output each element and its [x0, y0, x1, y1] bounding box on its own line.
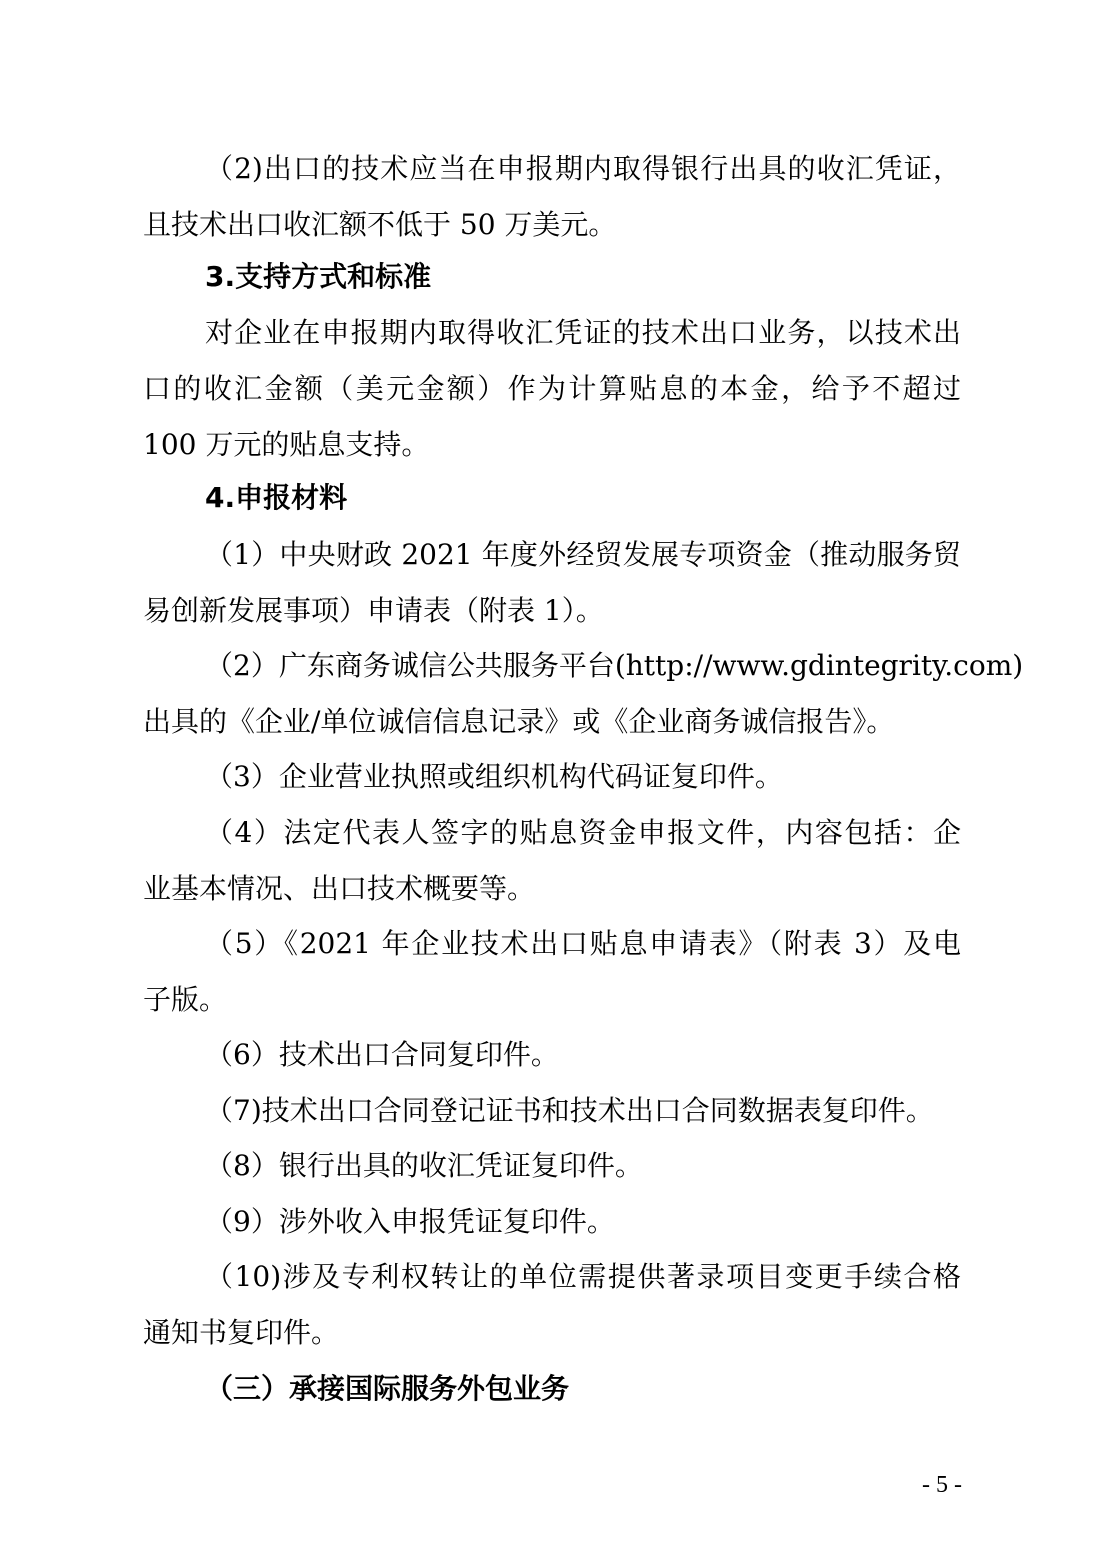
paragraph-line: 业基本情况、出口技术概要等。 [143, 872, 536, 905]
paragraph-line: （8）银行出具的收汇凭证复印件。 [205, 1149, 643, 1182]
subheading-application-materials: 4.申报材料 [205, 481, 348, 514]
paragraph-line: （4）法定代表人签字的贴息资金申报文件，内容包括：企 [205, 816, 961, 849]
paragraph-line: 对企业在申报期内取得收汇凭证的技术出口业务，以技术出 [205, 316, 961, 349]
section-heading-outsourcing: （三）承接国际服务外包业务 [205, 1372, 570, 1405]
page-number: - 5 - [922, 1472, 962, 1498]
paragraph-line: （2）广东商务诚信公共服务平台(http://www.gdintegrity.com) [205, 649, 1024, 682]
paragraph-line: （10)涉及专利权转让的单位需提供著录项目变更手续合格 [205, 1260, 961, 1293]
paragraph-line: 子版。 [143, 983, 228, 1016]
paragraph-line: （6）技术出口合同复印件。 [205, 1038, 559, 1071]
paragraph-line: （9）涉外收入申报凭证复印件。 [205, 1205, 615, 1238]
paragraph-line: 通知书复印件。 [143, 1316, 340, 1349]
paragraph-line: （3）企业营业执照或组织机构代码证复印件。 [205, 760, 783, 793]
paragraph-line: 100 万元的贴息支持。 [143, 428, 430, 461]
paragraph-line: （7)技术出口合同登记证书和技术出口合同数据表复印件。 [205, 1094, 934, 1127]
paragraph-line: 且技术出口收汇额不低于 50 万美元。 [143, 208, 617, 241]
paragraph-line: （5）《2021 年企业技术出口贴息申请表》（附表 3）及电 [205, 927, 961, 960]
paragraph-line: （1）中央财政 2021 年度外经贸发展专项资金（推动服务贸 [205, 538, 961, 571]
paragraph-line: 出具的《企业/单位诚信信息记录》或《企业商务诚信报告》。 [143, 705, 895, 738]
paragraph-line: （2)出口的技术应当在申报期内取得银行出具的收汇凭证， [205, 152, 961, 185]
subheading-support-method: 3.支持方式和标准 [205, 260, 432, 293]
paragraph-line: 易创新发展事项）申请表（附表 1）。 [143, 594, 604, 627]
paragraph-line: 口的收汇金额（美元金额）作为计算贴息的本金，给予不超过 [143, 372, 961, 405]
